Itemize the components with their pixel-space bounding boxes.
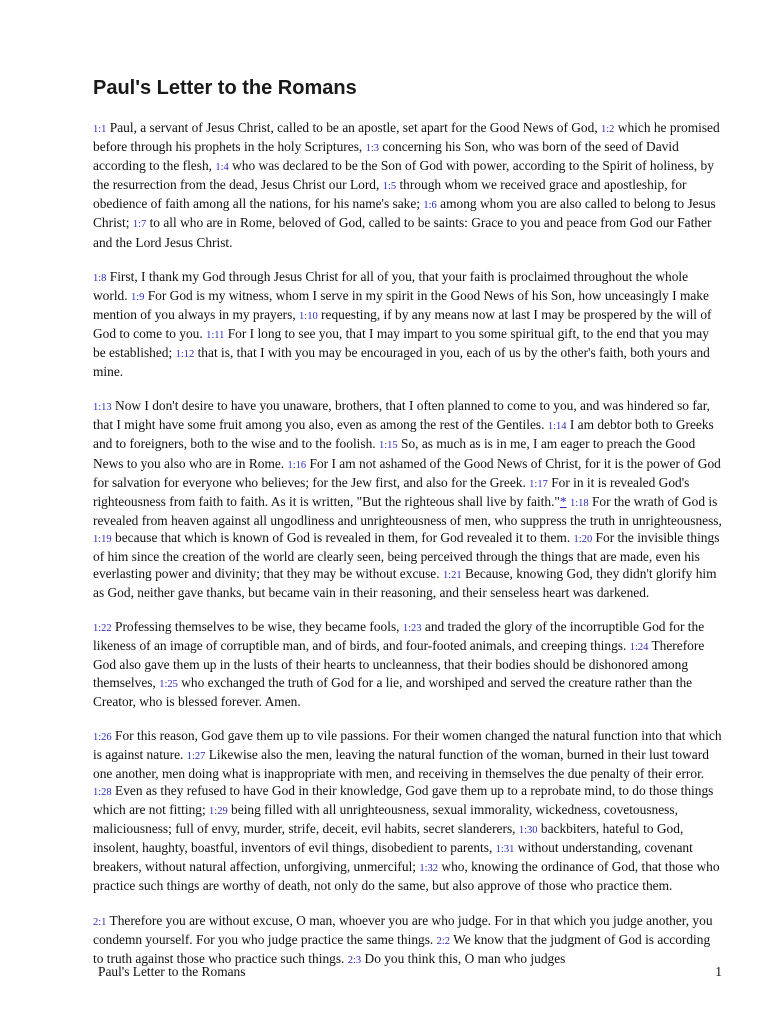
verse-number: 2:2 (436, 935, 451, 947)
paragraph (93, 397, 723, 601)
verse-text: For God is my witness, whom I serve in my spirit in the Good News of his Son, how unceasingly I make mention of you always in my prayers, (93, 287, 709, 322)
verse-text: I am debtor both to Greeks and to foreigners, both to the wise and to the foolish. (93, 417, 714, 452)
verse-number: 2:1 (93, 916, 107, 928)
verse-text: For I am not ashamed of the Good News of Christ, for it is the power of God for salvation for everyone who believes; for the Jew first, and also for the Greek. (93, 455, 721, 490)
verse-number: 1:12 (175, 349, 195, 361)
verse-text: Paul, a servant of Jesus Christ, called to be an apostle, set apart for the Good News of God, (106, 120, 602, 135)
verse-text: without understanding, covenant breakers, without natural affection, unforgiving, unmerciful; (93, 840, 693, 875)
verse-text: being filled with all unrighteousness, sexual immorality, wickedness, covetousness, maliciousness; full of envy, murder, strife, deceit, evil habits, secret slanderers, (93, 802, 678, 837)
verse-number: 1:28 (93, 787, 112, 798)
verse-text: For the wrath of God is revealed from heaven against all ungodliness and unrighteousness of men, who suppress the truth in unrighteousness, (93, 493, 722, 528)
verse-text: through whom we received grace and apostleship, for obedience of faith among all the nations, for his name's sake; (93, 177, 687, 212)
verse-text: backbiters, hateful to God, insolent, haughty, boastful, inventors of evil things, disobedient to parents, (93, 821, 684, 856)
verse-text: Likewise also the men, leaving the natural function of the woman, burned in their lust toward one another, men doing what is inappropriate with men, and receiving in themselves the due penalty of their error. (93, 746, 709, 781)
verse-text: who, knowing the ordinance of God, that those who practice such things are worthy of death, not only do the same, but also approve of those who practice them. (93, 859, 720, 894)
verse-text: For the invisible things of him since the creation of the world are clearly seen, being perceived through the things that are made, even his everlasting power and divinity; that they may be without excuse. (93, 529, 720, 582)
verse-number: 1:8 (93, 272, 107, 284)
verse-number: 1:29 (209, 806, 228, 818)
paragraph (93, 912, 723, 969)
verse-text: who was declared to be the Son of God with power, according to the Spirit of holiness, by the resurrection from the dead, Jesus Christ our Lord, (93, 158, 714, 193)
verse-text: which he promised before through his prophets in the holy Scriptures, (93, 120, 720, 155)
verse-number: 1:10 (299, 310, 318, 322)
paragraph (93, 618, 723, 709)
verse-number: 1:13 (93, 402, 112, 414)
verse-number: 1:18 (569, 497, 589, 509)
verse-number: 1:1 (93, 124, 107, 135)
verse-text: that is, that I with you may be encouraged in you, each of us by the other's faith, both yours and mine. (93, 345, 710, 380)
verse-text: So, as much as is in me, I am eager to preach the Good News to you also who are in Rome. (93, 436, 696, 471)
verse-text: to all who are in Rome, beloved of God, called to be saints: Grace to you and peace from God our Father and the Lord Jesus Christ. (93, 215, 712, 250)
verse-text: Because, knowing God, they didn't glorify him as God, neither gave thanks, but became vain in their reasoning, and their senseless heart was darkened. (93, 566, 717, 601)
footer-page-number: 1 (715, 964, 722, 979)
verse-number: 1:5 (382, 181, 397, 193)
verse-text: because that which is known of God is revealed in them, for God revealed it to them. (111, 529, 574, 545)
footer-title: Paul's Letter to the Romans (98, 964, 246, 979)
verse-number: 1:7 (132, 219, 147, 231)
verse-text: Now I don't desire to have you unaware, brothers, that I often planned to come to you, and was hindered so far, that I might have some fruit among you also, even as among the rest of the Gentiles. (93, 398, 710, 433)
paragraph (93, 727, 723, 895)
verse-number: 1:2 (601, 124, 615, 135)
verse-number: 1:30 (518, 825, 538, 837)
verse-text: For this reason, God gave them up to vile passions. For their women changed the natural function into that which is against nature. (93, 727, 722, 762)
verse-number: 1:27 (186, 750, 206, 762)
verse-number: 1:15 (378, 440, 398, 452)
paragraph (93, 268, 723, 381)
verse-number: 1:3 (365, 143, 380, 155)
verse-number: 1:24 (629, 642, 649, 654)
verse-number: 1:19 (93, 533, 112, 545)
verse-number: 1:21 (442, 570, 462, 582)
footnote-link[interactable]: * (559, 493, 567, 509)
verse-text: First, I thank my God through Jesus Christ for all of you, that your faith is proclaimed throughout the whole world. (93, 268, 689, 303)
verse-text: We know that the judgment of God is according to truth against those who practice such things. (93, 931, 711, 966)
verse-text: and traded the glory of the incorruptible God for the likeness of an image of corruptible man, and of birds, and four-footed animals, and creeping things. (93, 619, 705, 654)
verse-text: Do you think this, O man who judges (361, 950, 566, 966)
verse-text: Therefore God also gave them up in the lusts of their hearts to uncleanness, that their bodies should be dishonored among themselves, (93, 638, 705, 690)
verse-text: concerning his Son, who was born of the seed of David according to the flesh, (93, 139, 679, 174)
page-title: Paul's Letter to the Romans (93, 77, 357, 99)
verse-text: who exchanged the truth of God for a lie, and worshiped and served the creature rather than the Creator, who is blessed forever. Amen. (93, 674, 693, 709)
verse-text: Therefore you are without excuse, O man, whoever you are who judge. For in that which you judge another, you condemn yourself. For you who judge practice the same things. (93, 912, 713, 947)
verse-number: 1:11 (206, 329, 225, 341)
verse-number: 1:32 (419, 863, 439, 875)
verse-number: 1:20 (573, 533, 593, 545)
verse-number: 1:26 (93, 731, 112, 743)
verse-text: Professing themselves to be wise, they became fools, (111, 619, 403, 635)
verse-number: 1:14 (547, 421, 567, 433)
verse-number: 1:25 (159, 678, 178, 690)
verse-number: 1:4 (215, 162, 229, 174)
paragraph (93, 119, 723, 251)
verse-number: 2:3 (347, 954, 362, 966)
scripture-body (93, 119, 723, 986)
verse-number: 1:22 (93, 623, 112, 635)
verse-number: 1:16 (287, 459, 307, 471)
verse-number: 1:6 (423, 200, 437, 212)
verse-text: For in it is revealed God's righteousness from faith to faith. As it is written, "But the righteous shall live by faith." (93, 474, 690, 509)
verse-number: 1:31 (495, 844, 515, 856)
verse-text: For I long to see you, that I may impart to you some spiritual gift, to the end that you may be established; (93, 325, 709, 361)
verse-text: Even as they refused to have God in their knowledge, God gave them up to a reprobate mind, to do those things which are not fitting; (93, 783, 714, 818)
verse-text: requesting, if by any means now at last I may be prospered by the will of God to come to you. (93, 306, 712, 341)
verse-number: 1:9 (130, 291, 145, 303)
verse-number: 1:17 (529, 478, 548, 490)
verse-text: among whom you are also called to belong to Jesus Christ; (93, 196, 716, 231)
verse-number: 1:23 (402, 623, 422, 635)
